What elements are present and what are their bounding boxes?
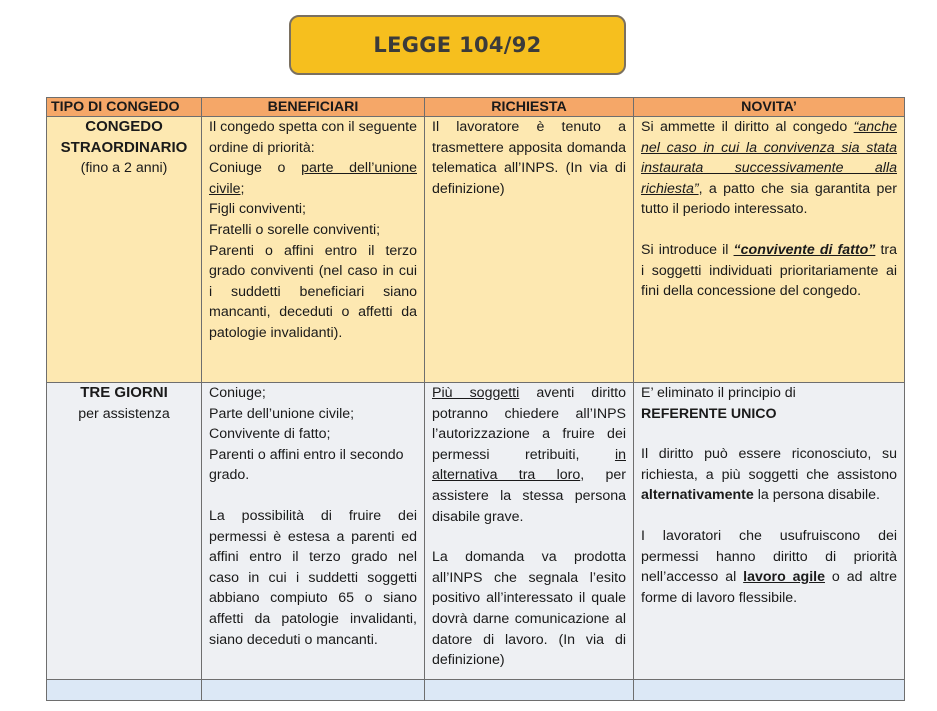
empty-cell — [202, 680, 425, 701]
page-title: LEGGE 104/92 — [373, 33, 542, 57]
type-sub: (fino a 2 anni) — [80, 160, 168, 177]
text: REFERENTE UNICO — [641, 405, 777, 422]
title-banner — [289, 15, 626, 75]
text: E’ eliminato il principio di — [641, 385, 796, 401]
text: Convivente di fatto; — [209, 426, 331, 443]
empty-cell — [425, 680, 634, 701]
table-row — [47, 680, 905, 701]
text: Parenti o affini entro il terzo grado conviventi (nel caso in cui i suddetti beneficiari siano mancanti, deceduti o affetti da patologie invalidanti). — [209, 242, 417, 341]
richiesta-cell — [425, 117, 634, 383]
type-name: STRAORDINARIO — [60, 138, 188, 156]
novita-cell — [634, 383, 905, 680]
text: Si introduce il “convivente di fatto” tra i soggetti individuati prioritariamente ai fini della concessione del congedo. — [641, 241, 898, 300]
type-sub: per assistenza — [78, 405, 170, 422]
table-row — [47, 117, 905, 383]
text: Il congedo spetta con il seguente ordine di priorità: — [209, 119, 417, 156]
type-cell — [47, 383, 202, 680]
text: La possibilità di fruire dei permessi è estesa a parenti ed affini entro il terzo grado nel caso in cui i suddetti soggetti abbiano compiuto 65 o siano affetti da patologie invalidanti, siano deceduti o mancanti. — [209, 507, 417, 648]
richiesta-cell — [425, 383, 634, 680]
text: Figli conviventi; — [209, 201, 306, 218]
text: Coniuge; — [209, 385, 266, 401]
header-tipo: TIPO DI CONGEDO — [47, 98, 202, 117]
text: Parenti o affini entro il secondo grado. — [209, 446, 404, 484]
text: Il lavoratore è tenuto a trasmettere apposita domanda telematica all’INPS. (In via di definizione) — [432, 119, 626, 197]
header-row — [47, 98, 905, 117]
type-name: TRE GIORNI — [80, 384, 168, 401]
header-richiesta: RICHIESTA — [425, 98, 634, 117]
novita-cell — [634, 117, 905, 383]
text: I lavoratori che usufruiscono dei permessi hanno diritto di priorità nell’accesso al lavoro agile o ad altre forme di lavoro flessibile. — [641, 527, 897, 606]
beneficiari-cell — [202, 383, 425, 680]
text: Parte dell’unione civile; — [209, 405, 355, 422]
header-novita: NOVITA’ — [634, 98, 905, 117]
beneficiari-cell — [202, 117, 425, 383]
type-cell — [47, 117, 202, 383]
text: Più soggetti aventi diritto potranno chiedere all’INPS l’autorizzazione a fruire dei permessi retribuiti, in alternativa tra loro, per assistere la stessa persona disabile grave. — [432, 385, 627, 525]
congedo-table — [46, 97, 905, 701]
empty-cell — [634, 680, 905, 701]
type-name: CONGEDO — [85, 118, 163, 135]
text: Si ammette il diritto al congedo “anche nel caso in cui la convivenza sia stata instaurata successivamente alla richiesta”, a patto che sia garantita per tutto il periodo interessato. — [641, 119, 897, 218]
header-beneficiari: BENEFICIARI — [202, 98, 425, 117]
table-row — [47, 383, 905, 680]
text: Il diritto può essere riconosciuto, su richiesta, a più soggetti che assistono alternativamente la persona disabile. — [641, 446, 897, 504]
empty-cell — [47, 680, 202, 701]
text: La domanda va prodotta all’INPS che segnala l’esito positivo all’interessato il quale dovrà darne comunicazione al datore di lavoro. (In via di definizione) — [432, 549, 626, 669]
text: Fratelli o sorelle conviventi; — [209, 221, 381, 238]
text: Coniuge o parte dell’unione civile; — [209, 160, 417, 197]
